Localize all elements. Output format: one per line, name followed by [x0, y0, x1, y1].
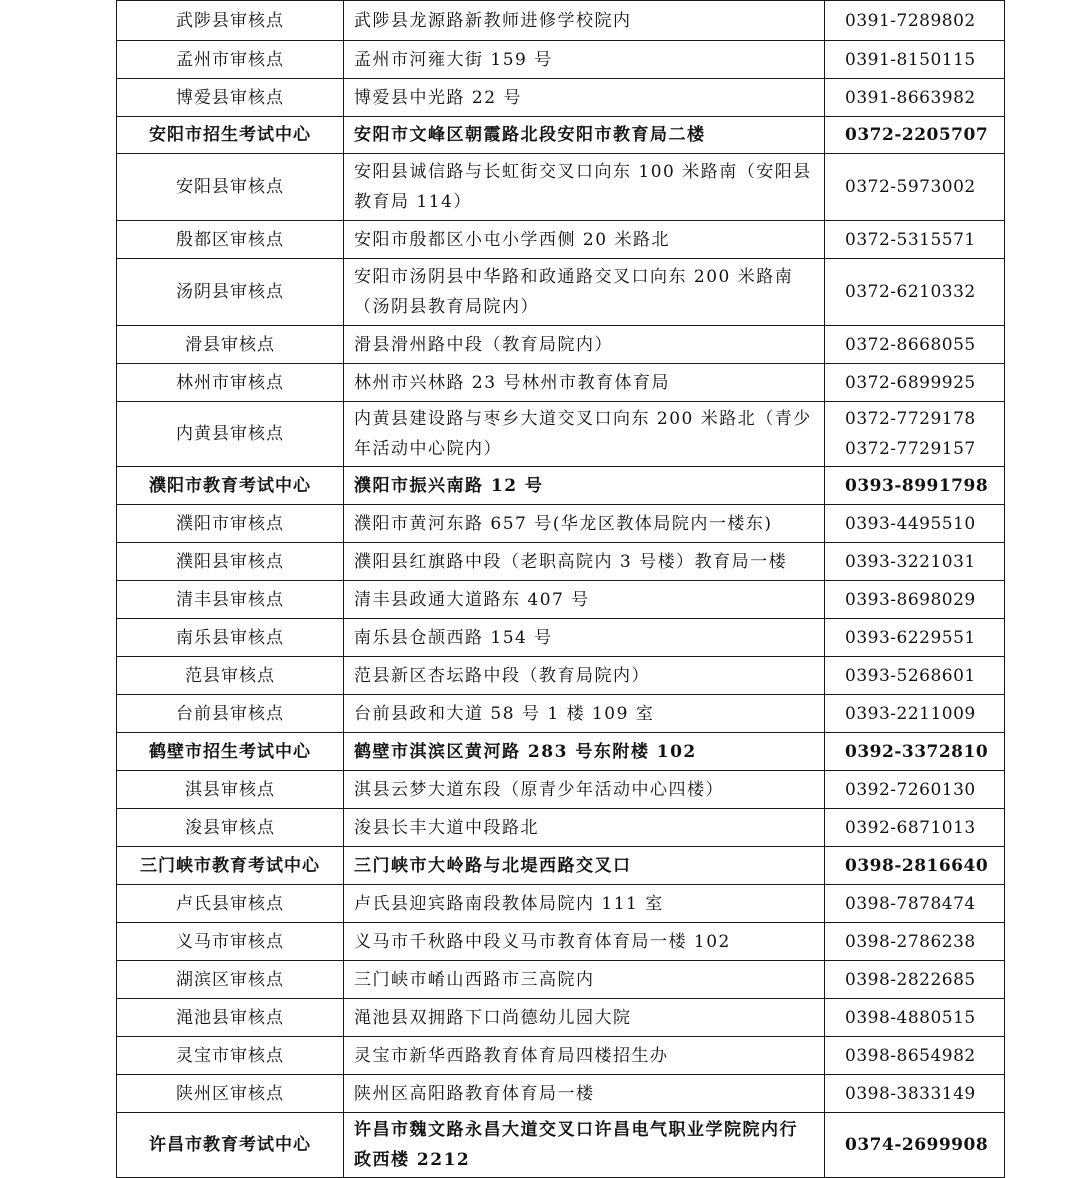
phone-number: 0393-2211009 [845, 703, 976, 724]
address-cell: 渑池县双拥路下口尚德幼儿园大院 [344, 999, 825, 1037]
phone-number: 0391-8663982 [845, 87, 976, 108]
phone-cell [825, 961, 1005, 999]
table-row [117, 326, 1005, 364]
table-row-center [117, 1113, 1005, 1178]
table-row [117, 1, 1005, 41]
phone-number: 0392-3372810 [845, 741, 989, 762]
site-name-cell: 南乐县审核点 [117, 619, 344, 657]
phone-number: 0372-5315571 [845, 229, 976, 250]
site-name-cell: 林州市审核点 [117, 364, 344, 402]
phone-cell [825, 809, 1005, 847]
phone-cell [825, 154, 1005, 221]
phone-cell [825, 467, 1005, 505]
phone-number: 0393-4495510 [845, 513, 976, 534]
phone-cell [825, 326, 1005, 364]
address-cell: 濮阳县红旗路中段（老职高院内 3 号楼）教育局一楼 [344, 543, 825, 581]
site-name-cell: 淇县审核点 [117, 771, 344, 809]
address-cell: 淇县云梦大道东段（原青少年活动中心四楼） [344, 771, 825, 809]
table-row [117, 771, 1005, 809]
phone-cell [825, 1, 1005, 41]
address-cell: 南乐县仓颉西路 154 号 [344, 619, 825, 657]
phone-cell [825, 999, 1005, 1037]
phone-number: 0393-3221031 [845, 551, 976, 572]
table-row [117, 402, 1005, 467]
phone-number: 0372-7729178 [845, 409, 976, 429]
phone-number: 0398-8654982 [845, 1045, 976, 1066]
phone-number: 0391-8150115 [845, 49, 976, 70]
address-cell: 三门峡市大岭路与北堤西路交叉口 [344, 847, 825, 885]
table-row [117, 1037, 1005, 1075]
phone-cell [825, 923, 1005, 961]
phone-number: 0391-7289802 [845, 10, 976, 31]
table-row [117, 154, 1005, 221]
phone-number: 0372-2205707 [845, 125, 989, 145]
site-name-cell: 濮阳市审核点 [117, 505, 344, 543]
address-cell: 鹤壁市淇滨区黄河路 283 号东附楼 102 [344, 733, 825, 771]
phone-cell [825, 505, 1005, 543]
table-row [117, 364, 1005, 402]
table-row [117, 695, 1005, 733]
phone-cell [825, 221, 1005, 259]
table-row [117, 259, 1005, 326]
phone-cell [825, 657, 1005, 695]
phone-cell [825, 41, 1005, 79]
site-name-cell: 范县审核点 [117, 657, 344, 695]
site-name-cell: 内黄县审核点 [117, 402, 344, 467]
site-name-cell: 濮阳县审核点 [117, 543, 344, 581]
site-name-cell: 安阳县审核点 [117, 154, 344, 221]
address-cell: 武陟县龙源路新教师进修学校院内 [344, 1, 825, 41]
phone-cell [825, 402, 1005, 467]
site-name-cell: 殷都区审核点 [117, 221, 344, 259]
site-name-cell: 孟州市审核点 [117, 41, 344, 79]
phone-cell [825, 581, 1005, 619]
site-name-cell: 浚县审核点 [117, 809, 344, 847]
table-row [117, 999, 1005, 1037]
address-cell: 安阳市文峰区朝霞路北段安阳市教育局二楼 [344, 117, 825, 154]
table-row-center [117, 117, 1005, 154]
site-name-cell: 滑县审核点 [117, 326, 344, 364]
site-name-cell: 台前县审核点 [117, 695, 344, 733]
table-row [117, 221, 1005, 259]
site-name-cell: 濮阳市教育考试中心 [117, 467, 344, 505]
phone-cell [825, 771, 1005, 809]
phone-cell [825, 1113, 1005, 1178]
table-row [117, 581, 1005, 619]
phone-cell [825, 695, 1005, 733]
phone-cell [825, 1037, 1005, 1075]
site-name-cell: 陕州区审核点 [117, 1075, 344, 1113]
phone-number: 0372-7729157 [845, 439, 976, 459]
table-row [117, 79, 1005, 117]
address-cell: 安阳市汤阴县中华路和政通路交叉口向东 200 米路南（汤阴县教育局院内） [344, 259, 825, 326]
address-cell: 三门峡市崤山西路市三高院内 [344, 961, 825, 999]
address-cell: 濮阳市振兴南路 12 号 [344, 467, 825, 505]
table-row-center [117, 847, 1005, 885]
phone-cell [825, 733, 1005, 771]
table-row [117, 657, 1005, 695]
table-row-center [117, 733, 1005, 771]
review-point-table [116, 0, 1005, 1178]
table-body [117, 1, 1005, 1178]
table-row [117, 41, 1005, 79]
table-row [117, 505, 1005, 543]
phone-number: 0393-8698029 [845, 589, 976, 610]
address-cell: 范县新区杏坛路中段（教育局院内） [344, 657, 825, 695]
table-row [117, 1075, 1005, 1113]
address-cell: 安阳市殷都区小屯小学西侧 20 米路北 [344, 221, 825, 259]
site-name-cell: 鹤壁市招生考试中心 [117, 733, 344, 771]
address-cell: 内黄县建设路与枣乡大道交叉口向东 200 米路北（青少年活动中心院内） [344, 402, 825, 467]
phone-number: 0398-3833149 [845, 1083, 976, 1104]
phone-number: 0398-2816640 [845, 855, 989, 876]
phone-number: 0372-6899925 [845, 372, 976, 393]
address-cell: 林州市兴林路 23 号林州市教育体育局 [344, 364, 825, 402]
phone-number: 0374-2699908 [845, 1135, 989, 1155]
site-name-cell: 义马市审核点 [117, 923, 344, 961]
address-cell: 濮阳市黄河东路 657 号(华龙区教体局院内一楼东) [344, 505, 825, 543]
address-cell: 孟州市河雍大街 159 号 [344, 41, 825, 79]
site-name-cell: 汤阴县审核点 [117, 259, 344, 326]
phone-cell [825, 619, 1005, 657]
address-cell: 义马市千秋路中段义马市教育体育局一楼 102 [344, 923, 825, 961]
table-row [117, 543, 1005, 581]
address-cell: 清丰县政通大道路东 407 号 [344, 581, 825, 619]
table-row [117, 923, 1005, 961]
site-name-cell: 灵宝市审核点 [117, 1037, 344, 1075]
phone-number: 0393-5268601 [845, 665, 976, 686]
phone-number: 0398-4880515 [845, 1007, 976, 1028]
phone-cell [825, 364, 1005, 402]
site-name-cell: 三门峡市教育考试中心 [117, 847, 344, 885]
address-cell: 灵宝市新华西路教育体育局四楼招生办 [344, 1037, 825, 1075]
phone-cell [825, 847, 1005, 885]
address-cell: 滑县滑州路中段（教育局院内） [344, 326, 825, 364]
address-cell: 博爱县中光路 22 号 [344, 79, 825, 117]
phone-number: 0372-6210332 [845, 282, 976, 302]
site-name-cell: 博爱县审核点 [117, 79, 344, 117]
phone-cell [825, 543, 1005, 581]
phone-number: 0372-8668055 [845, 334, 976, 355]
phone-number: 0372-5973002 [845, 177, 976, 197]
phone-cell [825, 117, 1005, 154]
phone-cell [825, 1075, 1005, 1113]
address-cell: 陕州区高阳路教育体育局一楼 [344, 1075, 825, 1113]
phone-cell [825, 885, 1005, 923]
address-cell: 卢氏县迎宾路南段教体局院内 111 室 [344, 885, 825, 923]
site-name-cell: 许昌市教育考试中心 [117, 1113, 344, 1178]
site-name-cell: 清丰县审核点 [117, 581, 344, 619]
phone-cell [825, 79, 1005, 117]
phone-number: 0398-2822685 [845, 969, 976, 990]
phone-number: 0392-6871013 [845, 817, 976, 838]
table-row [117, 619, 1005, 657]
site-name-cell: 武陟县审核点 [117, 1, 344, 41]
table-row [117, 885, 1005, 923]
address-cell: 台前县政和大道 58 号 1 楼 109 室 [344, 695, 825, 733]
site-name-cell: 湖滨区审核点 [117, 961, 344, 999]
phone-cell [825, 259, 1005, 326]
address-cell: 浚县长丰大道中段路北 [344, 809, 825, 847]
site-name-cell: 卢氏县审核点 [117, 885, 344, 923]
site-name-cell: 渑池县审核点 [117, 999, 344, 1037]
address-cell: 安阳县诚信路与长虹街交叉口向东 100 米路南（安阳县教育局 114） [344, 154, 825, 221]
phone-number: 0392-7260130 [845, 779, 976, 800]
table-row-center [117, 467, 1005, 505]
table-row [117, 961, 1005, 999]
phone-number: 0393-6229551 [845, 627, 976, 648]
phone-number: 0393-8991798 [845, 475, 989, 496]
phone-number: 0398-7878474 [845, 893, 976, 914]
phone-number: 0398-2786238 [845, 931, 976, 952]
address-cell: 许昌市魏文路永昌大道交叉口许昌电气职业学院院内行政西楼 2212 [344, 1113, 825, 1178]
table-row [117, 809, 1005, 847]
site-name-cell: 安阳市招生考试中心 [117, 117, 344, 154]
